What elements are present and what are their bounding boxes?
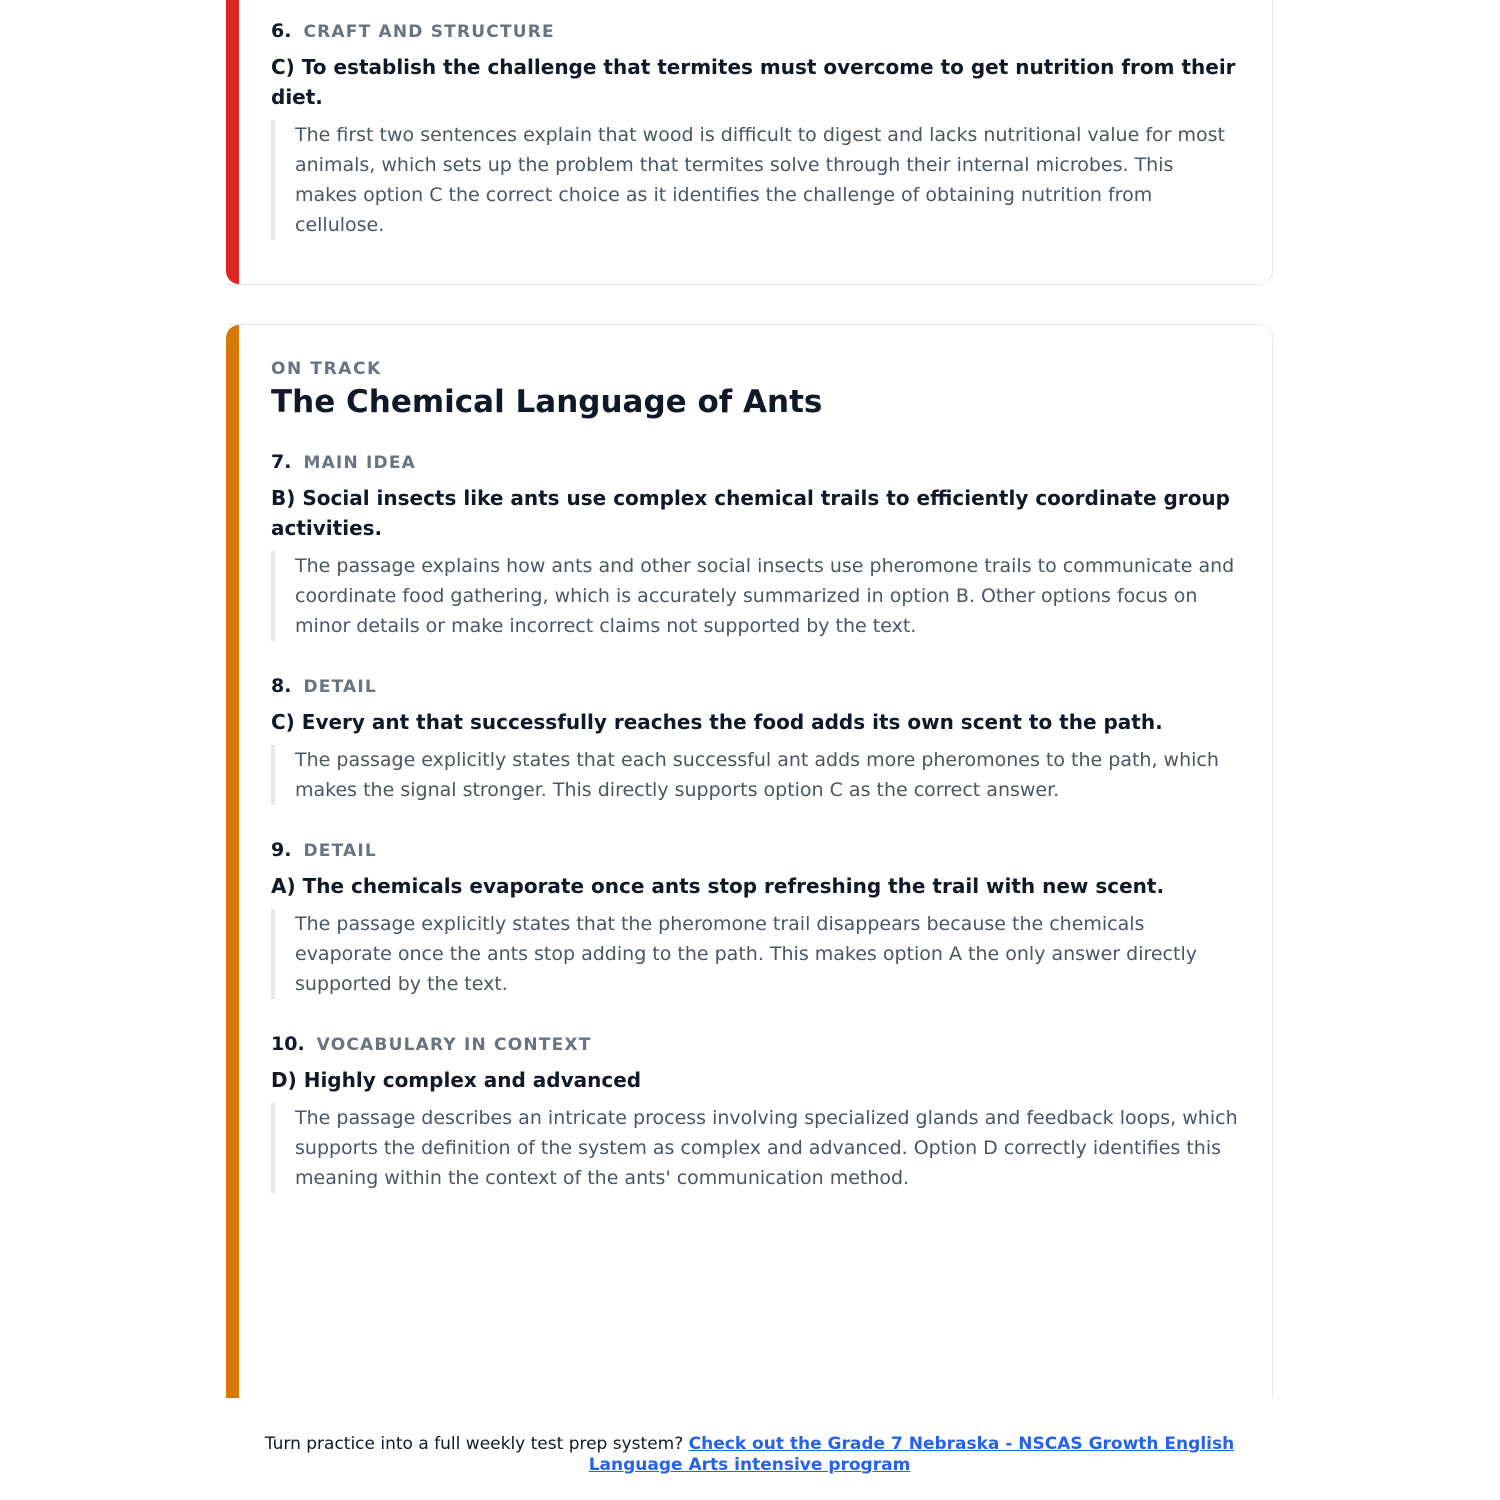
question-category: VOCABULARY IN CONTEXT xyxy=(316,1034,592,1055)
question-block xyxy=(271,675,1238,805)
answer-explanation: The first two sentences explain that wood is difficult to digest and lacks nutritional value for most animals, which sets up the problem that termites solve through their internal microbes. This makes option C the correct choice as it identifies the challenge of obtaining nutrition from cellulose. xyxy=(271,120,1238,240)
question-number: 7. xyxy=(271,450,292,473)
question-category: DETAIL xyxy=(303,840,377,861)
correct-answer: C) To establish the challenge that termites must overcome to get nutrition from their diet. xyxy=(271,55,1236,109)
question-block xyxy=(271,20,1238,240)
card-content xyxy=(271,20,1238,274)
promo-text: Turn practice into a full weekly test prep system? xyxy=(264,1434,684,1454)
program-promo xyxy=(226,1434,1273,1476)
question-block xyxy=(271,451,1238,641)
question-header xyxy=(271,20,1238,42)
question-number: 9. xyxy=(271,838,292,861)
correct-answer: C) Every ant that successfully reaches the food adds its own scent to the path. xyxy=(271,709,1163,734)
answer-explanation: The passage describes an intricate process involving specialized glands and feedback loops, which supports the definition of the system as complex and advanced. Option D correctly identifies this meaning within the context of the ants' communication method. xyxy=(271,1103,1238,1193)
correct-answer: D) Highly complex and advanced xyxy=(271,1067,642,1092)
card-content xyxy=(271,359,1238,1227)
question-block xyxy=(271,839,1238,999)
correct-answer: A) The chemicals evaporate once ants stop refreshing the trail with new scent. xyxy=(271,873,1165,898)
answer-explanation: The passage explains how ants and other social insects use pheromone trails to communicate and coordinate food gathering, which is accurately summarized in option B. Other options focus on minor details or make incorrect claims not supported by the text. xyxy=(271,551,1238,641)
status-accent-bar xyxy=(226,325,239,1398)
question-block xyxy=(271,1033,1238,1193)
question-category: DETAIL xyxy=(303,676,377,697)
status-accent-bar xyxy=(226,0,239,284)
answer-explanation: The passage explicitly states that the pheromone trail disappears because the chemicals evaporate once the ants stop adding to the path. This makes option A the only answer directly supported by the text. xyxy=(271,909,1238,999)
question-number: 10. xyxy=(271,1032,305,1055)
passage-title: The Chemical Language of Ants xyxy=(271,384,823,420)
question-category: CRAFT AND STRUCTURE xyxy=(303,22,555,42)
program-link[interactable]: Check out the Grade 7 Nebraska - NSCAS Growth English Language Arts intensive program xyxy=(588,1434,1235,1475)
results-card-on-track xyxy=(226,324,1273,1398)
answer-explanation: The passage explicitly states that each successful ant adds more pheromones to the path, which makes the signal stronger. This directly supports option C as the correct answer. xyxy=(271,745,1238,805)
status-label: ON TRACK xyxy=(271,359,382,379)
question-header xyxy=(271,1033,1238,1055)
correct-answer: B) Social insects like ants use complex chemical trails to efficiently coordinate group activities. xyxy=(271,485,1230,540)
question-header xyxy=(271,839,1238,861)
question-category: MAIN IDEA xyxy=(303,452,417,473)
question-header xyxy=(271,451,1238,473)
question-number: 6. xyxy=(271,20,292,42)
question-number: 8. xyxy=(271,674,292,697)
question-header xyxy=(271,675,1238,697)
results-card-needs-work xyxy=(226,0,1273,285)
